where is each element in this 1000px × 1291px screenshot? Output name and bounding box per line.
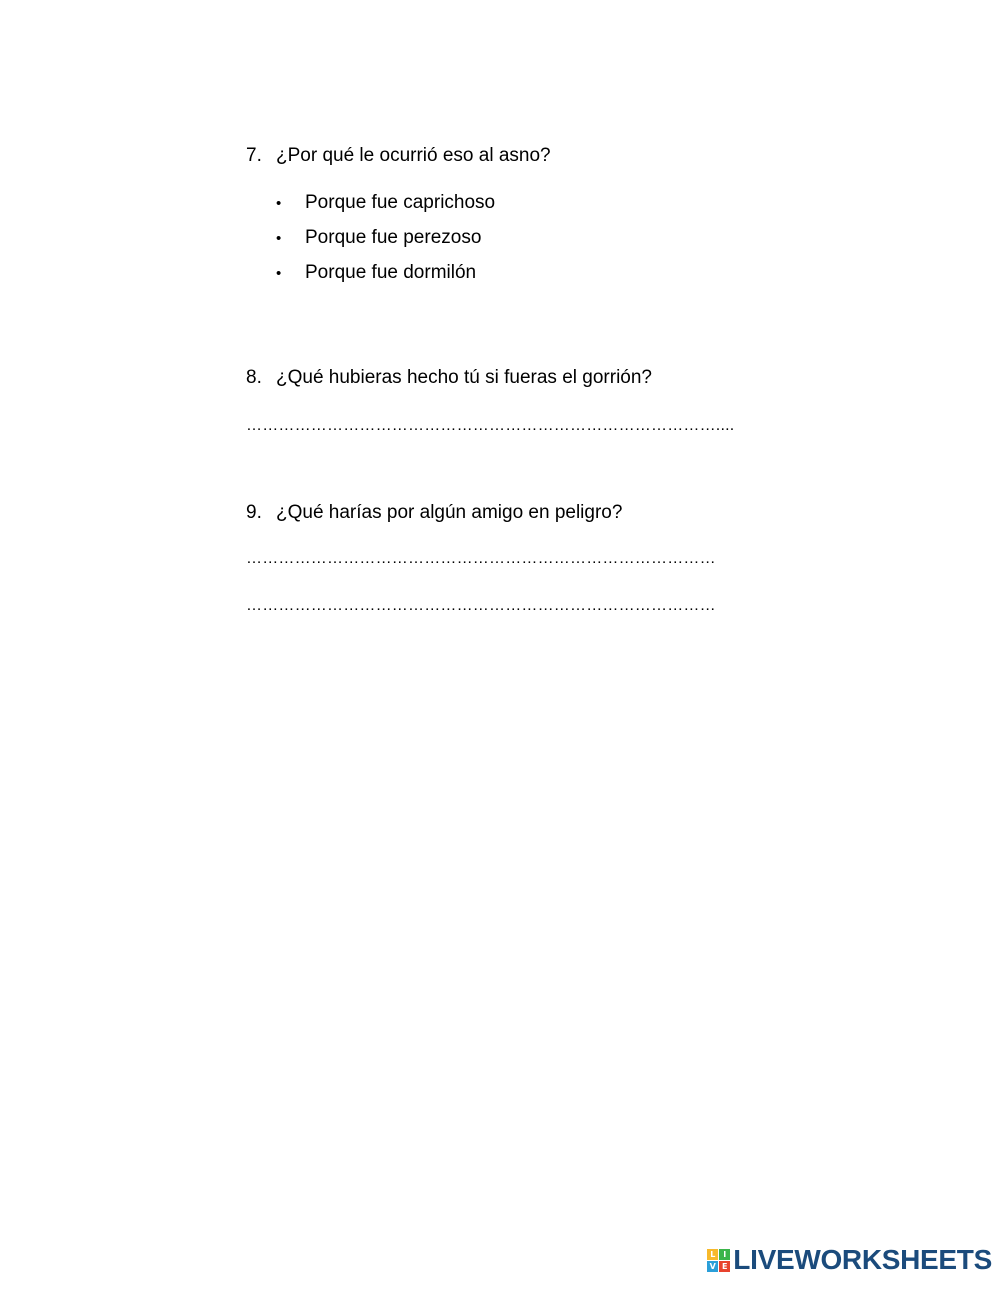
bullet-icon: • bbox=[276, 230, 282, 247]
logo-text: LIVEWORKSHEETS bbox=[733, 1244, 992, 1275]
liveworksheets-logo bbox=[707, 1245, 992, 1275]
answer-line-9b[interactable]: …………………………………………………………………………… bbox=[246, 597, 716, 614]
answer-line-9a[interactable]: …………………………………………………………………………… bbox=[246, 550, 716, 567]
question-7 bbox=[246, 145, 551, 167]
logo-mark-icon: L I V E bbox=[707, 1249, 730, 1272]
question-8-text: ¿Qué hubieras hecho tú si fueras el gorrión? bbox=[276, 367, 652, 388]
question-9-text: ¿Qué harías por algún amigo en peligro? bbox=[276, 502, 623, 523]
question-8 bbox=[246, 367, 652, 389]
option-2[interactable] bbox=[276, 227, 481, 250]
option-1-label: Porque fue caprichoso bbox=[305, 192, 496, 213]
option-3[interactable] bbox=[276, 262, 476, 285]
question-9-number: 9. bbox=[246, 502, 262, 523]
question-8-number: 8. bbox=[246, 367, 262, 388]
option-1[interactable] bbox=[276, 192, 495, 215]
option-3-label: Porque fue dormilón bbox=[305, 262, 477, 283]
answer-line-8[interactable]: …………………………………………………………………………….... bbox=[246, 417, 735, 434]
option-2-label: Porque fue perezoso bbox=[305, 227, 482, 248]
question-7-number: 7. bbox=[246, 145, 262, 166]
question-9 bbox=[246, 502, 622, 524]
question-7-text: ¿Por qué le ocurrió eso al asno? bbox=[276, 145, 551, 166]
bullet-icon: • bbox=[276, 265, 282, 282]
bullet-icon: • bbox=[276, 195, 282, 212]
